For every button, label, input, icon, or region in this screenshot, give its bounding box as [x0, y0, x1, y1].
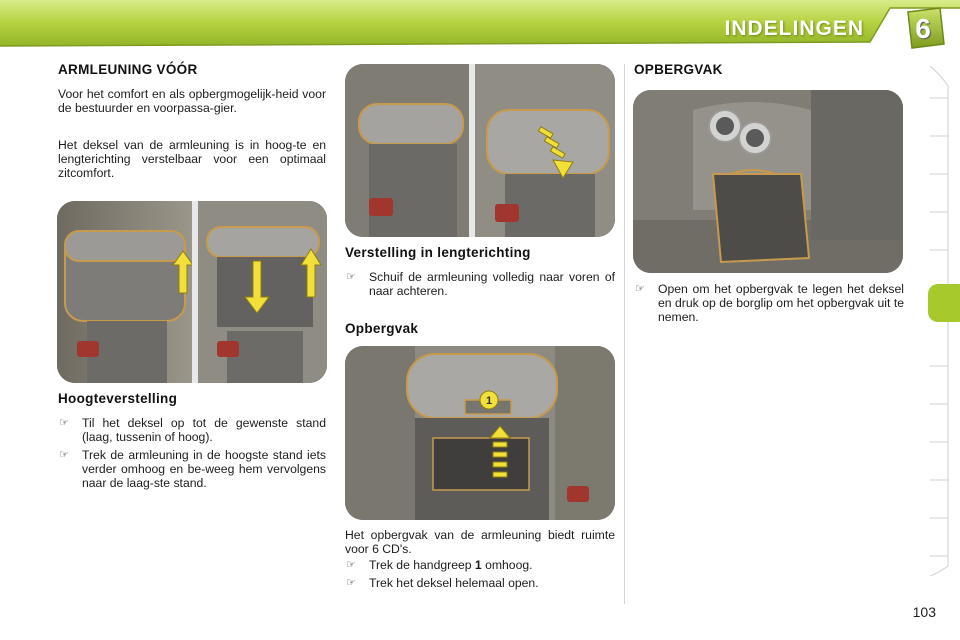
storage-capacity-text: Het opbergvak van de armleuning biedt ruimte voor 6 CD's.: [345, 528, 615, 556]
pointing-hand-icon: ☞: [635, 283, 645, 295]
length-adjust-photo: [345, 64, 615, 237]
armrest-adjust-text: Het deksel van de armleuning is in hoog-te en lengterichting verstelbaar voor een optimaal zitcomfort.: [58, 138, 326, 180]
chapter-number: 6: [915, 13, 931, 44]
list-item: ☞ Trek de handgreep 1 omhoog.: [346, 558, 533, 572]
section-title-storage-rear: OPBERGVAK: [634, 62, 723, 77]
rear-storage-bullet-list: [634, 282, 904, 328]
section-title-length: Verstelling in lengterichting: [345, 245, 531, 260]
storage-photo: [345, 346, 615, 520]
storage-bullet-list: [345, 558, 615, 594]
pointing-hand-icon: ☞: [59, 449, 69, 461]
list-item: ☞ Open om het opbergvak te legen het deksel en druk op de borglip om het opbergvak uit te nemen.: [635, 282, 904, 324]
list-item: ☞ Til het deksel op tot de gewenste stand (laag, tussenin of hoog).: [59, 416, 326, 444]
pointing-hand-icon: ☞: [346, 559, 356, 571]
handle-marker-1: 1: [485, 395, 493, 407]
pointing-hand-icon: ☞: [346, 271, 356, 283]
page-number: 103: [912, 604, 936, 620]
section-title-storage: Opbergvak: [345, 321, 419, 336]
list-item: ☞ Trek de armleuning in de hoogste stand iets verder omhoog en be-weeg hem vervolgens naar de laag-ste stand.: [59, 448, 326, 490]
section-title-height: Hoogteverstelling: [58, 391, 178, 406]
height-bullet-list: [58, 416, 326, 494]
rear-storage-photo: [633, 90, 903, 273]
pointing-hand-icon: ☞: [59, 417, 69, 429]
column-divider: [624, 64, 625, 604]
list-item: ☞ Schuif de armleuning volledig naar voren of naar achteren.: [346, 270, 615, 298]
chapter-title: INDELINGEN: [724, 17, 864, 40]
section-title-armrest: ARMLEUNING VÓÓR: [58, 62, 198, 77]
length-bullet-list: [345, 270, 615, 302]
pointing-hand-icon: ☞: [346, 577, 356, 589]
chapter-tabs[interactable]: [926, 66, 960, 576]
armrest-intro: Voor het comfort en als opbergmogelijk-heid voor de bestuurder en voorpassa-gier.: [58, 87, 326, 115]
height-adjust-photo: [57, 201, 327, 383]
list-item: ☞ Trek het deksel helemaal open.: [346, 576, 539, 590]
active-chapter-tab[interactable]: [928, 284, 960, 322]
